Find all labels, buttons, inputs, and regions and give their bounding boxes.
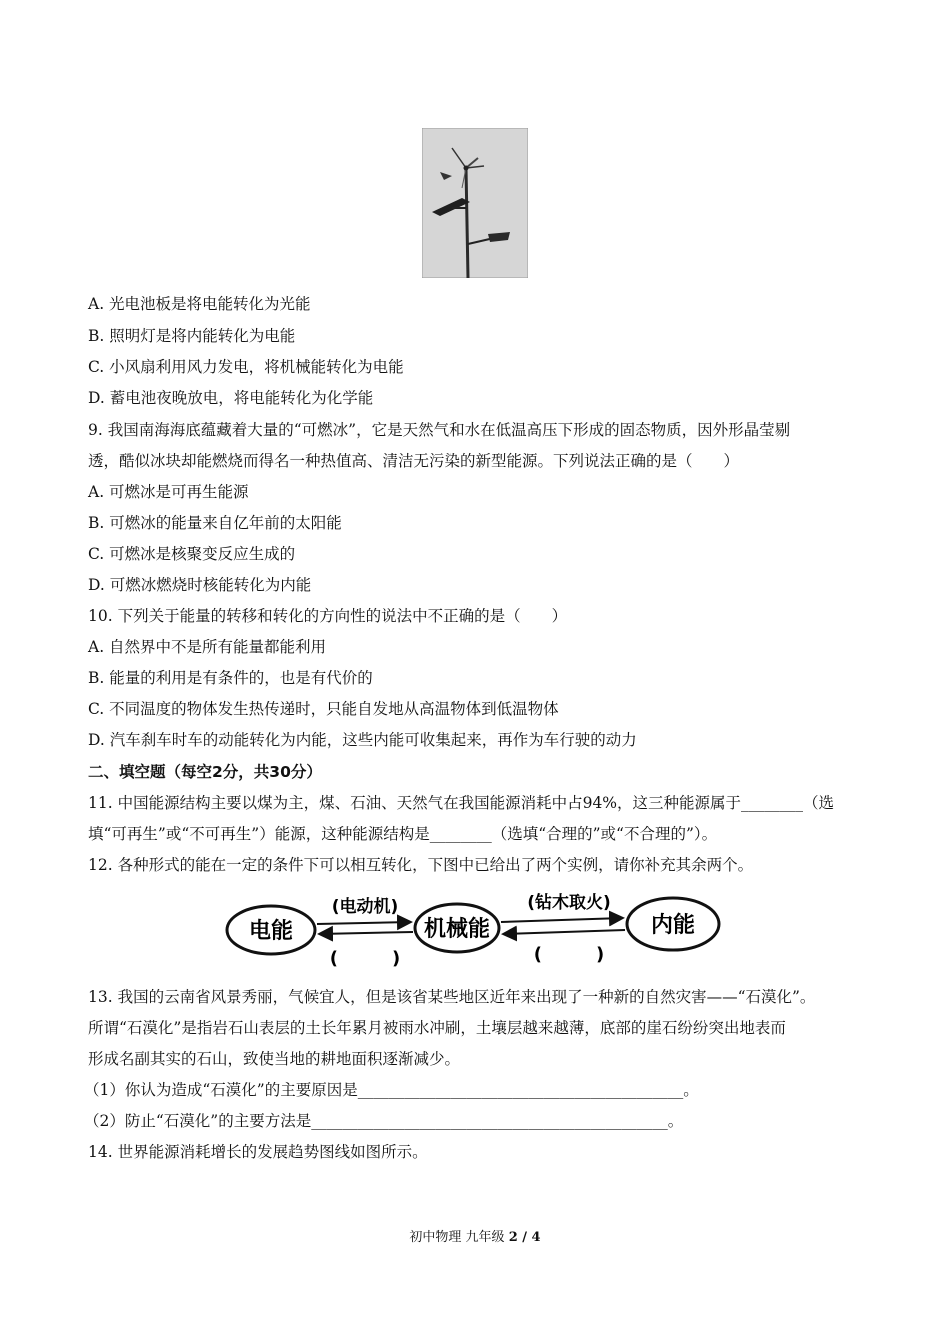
node-mechanical: 机械能	[423, 917, 491, 942]
q10-stem: 10. 下列关于能量的转移和转化的方向性的说法中不正确的是（ ）	[88, 607, 568, 625]
q13-line3: 形成名副其实的石山，致使当地的耕地面积逐渐减少。	[88, 1050, 461, 1068]
q9-option-b: B. 可燃冰的能量来自亿年前的太阳能	[88, 514, 342, 532]
q10-option-b: B. 能量的利用是有条件的，也是有代价的	[88, 669, 373, 687]
q9-stem-line2: 透，酷似冰块却能燃烧而得名一种热值高、清洁无污染的新型能源。下列说法正确的是（ ）	[88, 452, 740, 470]
q13-line2: 所谓“石漠化”是指岩石山表层的土长年累月被雨水冲刷，土壤层越来越薄，底部的崖石纷纷突出地表而	[88, 1019, 786, 1037]
pole	[466, 168, 468, 278]
arrow-mechanical-to-electric	[319, 932, 413, 934]
footer-subject: 初中物理 九年级	[409, 1230, 505, 1245]
q10-option-a: A. 自然界中不是所有能量都能利用	[88, 638, 327, 656]
streetlight-photo	[422, 128, 528, 278]
energy-conversion-diagram	[225, 888, 725, 972]
q8-option-a: A. 光电池板是将电能转化为光能	[88, 295, 311, 313]
q10-option-d: D. 汽车刹车时车的动能转化为内能，这些内能可收集起来，再作为车行驶的动力	[88, 731, 637, 749]
q8-option-c: C. 小风扇利用风力发电，将机械能转化为电能	[88, 358, 404, 376]
q13-sub2: （2）防止“石漠化”的主要方法是______________________________________________。	[84, 1112, 684, 1130]
blank-bottom-right: ( )	[533, 944, 605, 965]
q13-line1: 13. 我国的云南省风景秀丽，气候宜人，但是该省某些地区近年来出现了一种新的自然灾害——“石漠化”。	[88, 988, 816, 1006]
node-internal: 内能	[650, 913, 696, 938]
q9-stem-line1: 9. 我国南海海底蕴藏着大量的“可燃冰”，它是天然气和水在低温高压下形成的固态物质，因外形晶莹剔	[88, 421, 791, 439]
q9-option-c: C. 可燃冰是核聚变反应生成的	[88, 545, 296, 563]
page-footer	[0, 1230, 950, 1246]
q8-option-d: D. 蓄电池夜晚放电，将电能转化为化学能	[88, 389, 374, 407]
arrow-internal-to-mechanical	[503, 930, 625, 934]
node-electric: 电能	[248, 919, 294, 944]
arrow-mechanical-to-internal	[501, 918, 623, 922]
q14-stem: 14. 世界能源消耗增长的发展趋势图线如图所示。	[88, 1143, 428, 1161]
arrow-electric-to-mechanical	[317, 922, 411, 924]
photo-background	[422, 128, 528, 278]
label-motor: (电动机)	[331, 897, 399, 917]
q10-option-c: C. 不同温度的物体发生热传递时，只能自发地从高温物体到低温物体	[88, 700, 559, 718]
q9-option-a: A. 可燃冰是可再生能源	[88, 483, 249, 501]
section-title-fill-blank: 二、填空题（每空2分，共30分）	[88, 763, 322, 781]
blank-bottom-left: ( )	[329, 948, 401, 969]
page-number: 2 / 4	[508, 1230, 541, 1245]
q13-sub1: （1）你认为造成“石漠化”的主要原因是__________________________________________。	[84, 1081, 699, 1099]
q8-option-b: B. 照明灯是将内能转化为电能	[88, 327, 296, 345]
q12-stem: 12. 各种形式的能在一定的条件下可以相互转化，下图中已给出了两个实例，请你补充其余两个。	[88, 856, 754, 874]
label-drill-fire: (钻木取火)	[527, 893, 611, 913]
q11-line1: 11. 中国能源结构主要以煤为主，煤、石油、天然气在我国能源消耗中占94%，这三种能源属于________（选	[88, 794, 835, 812]
q11-line2: 填“可再生”或“不可再生”）能源，这种能源结构是________（选填“合理的”或“不合理的”）。	[88, 825, 718, 843]
q9-option-d: D. 可燃冰燃烧时核能转化为内能	[88, 576, 312, 594]
